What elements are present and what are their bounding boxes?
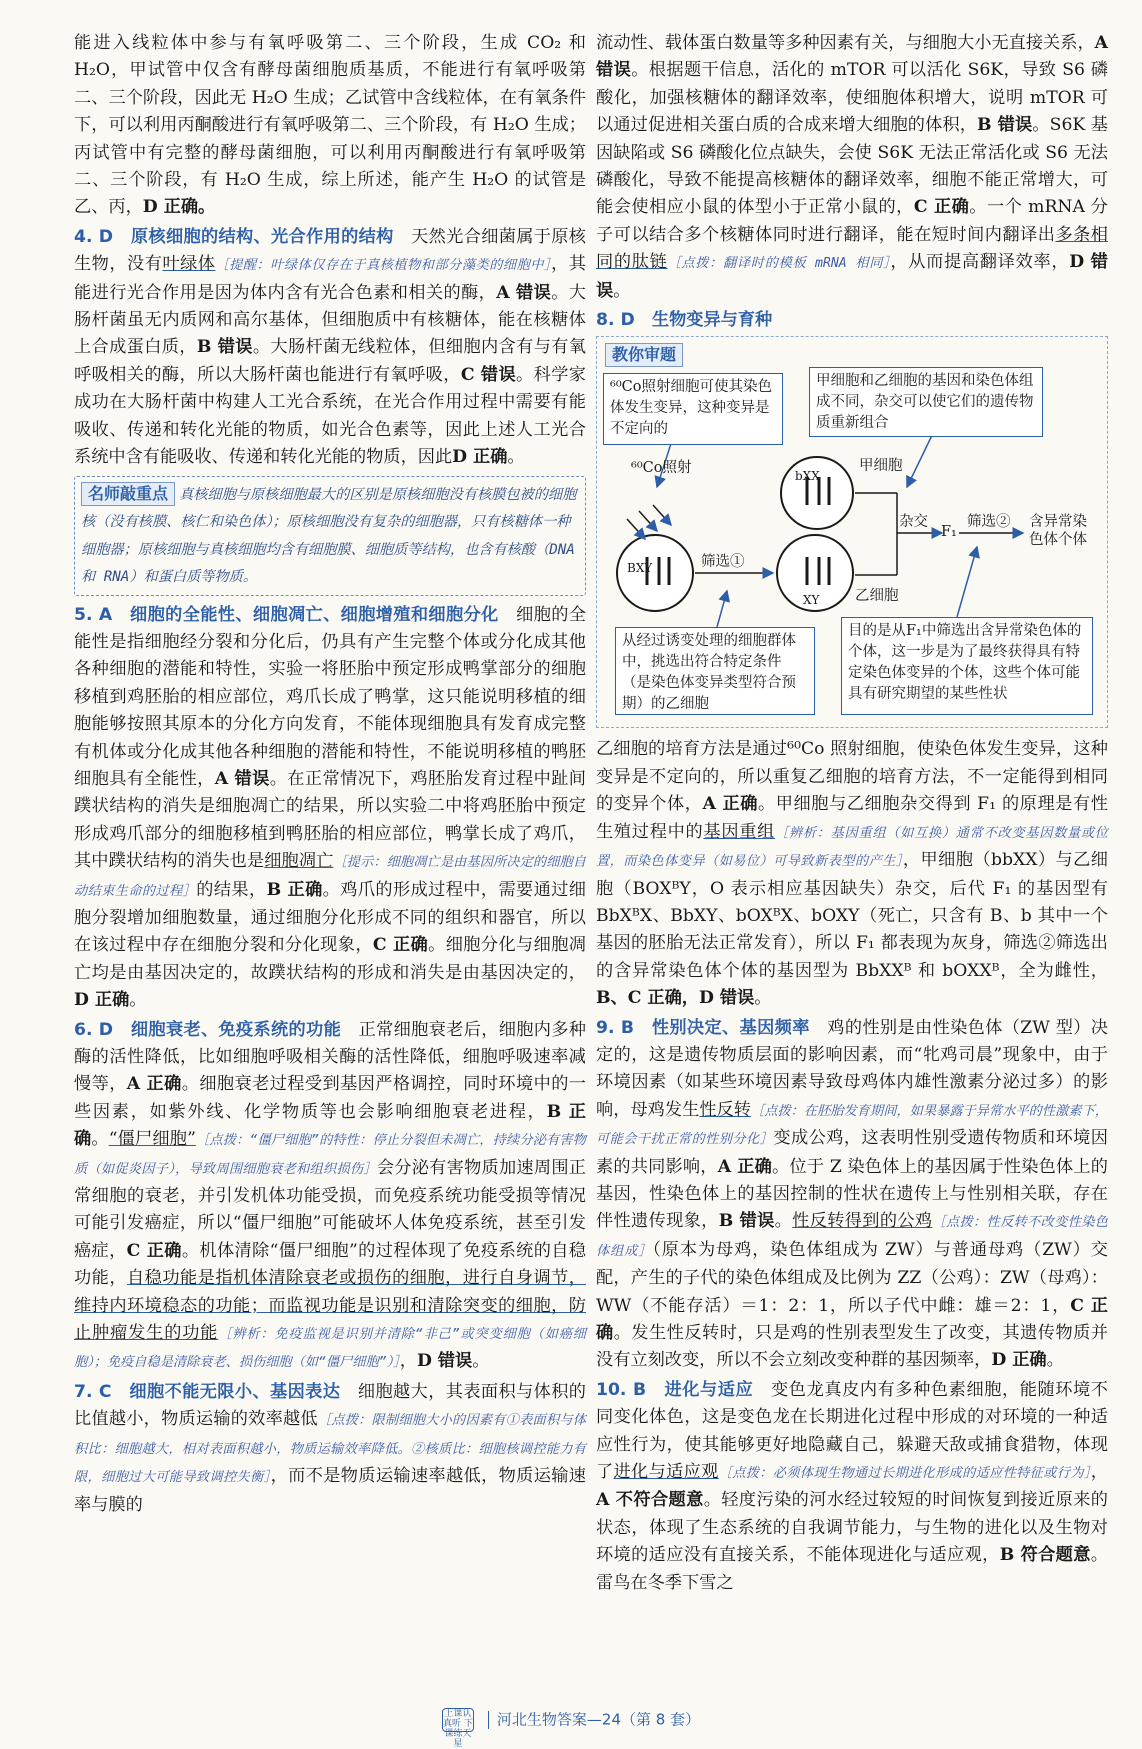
question-7: 7. C 细胞不能无限小、基因表达 细胞越大，其表面积与体积的比值越小，物质运输的效率越低［点拨：限制细胞大小的因素有①表面积与体积比：细胞越大，相对表面积越小，物质运输效率降低。②核质比：细胞核调控能力有限，细胞过大可能导致调控失衡］，而不是物质运输速率越低，物质运输速率与膜的 [74, 1381, 586, 1515]
screen-2-label: 筛选② [967, 514, 1011, 531]
q5-heading: 5. A 细胞的全能性、细胞凋亡、细胞增殖和细胞分化 [74, 604, 499, 625]
question-5: 5. A 细胞的全能性、细胞凋亡、细胞增殖和细胞分化 细胞的全能性是指细胞经分裂和分化后，仍具有产生完整个体或分化成其他各种细胞的潜能和特性，实验一将胚胎中预定形成鸭掌部分的细胞移植到鸡胚胎的相应部位，鸡爪长成了鸭掌，这只能说明移植的细胞能够按照其原本的分化方向发育，不能体现细胞具有发育成完整有机体或分化成其他各种细胞的潜能和特性，不能说明移植的鸭胚细胞具有全能性，A 错误。在正常情况下，鸡胚胎发育过程中趾间蹼状结构的消失是细胞凋亡的结果，所以实验二中将鸡胚胎中预定形成鸡爪部分的细胞移植到鸭胚胎的相应部位，鸭掌长成了鸡爪，其中蹼状结构的消失也是细胞凋亡［提示：细胞凋亡是由基因所决定的细胞自动结束生命的过程］的结果，B 正确。鸡爪的形成过程中，需要通过细胞分裂增加细胞数量，通过细胞分化形成不同的组织和器官，所以在该过程中存在细胞分裂和分化现象，C 正确。细胞分化与细胞凋亡均是由基因决定的，故蹼状结构的形成和消失是由基因决定的，D 正确。 [74, 604, 586, 1011]
cell-yi-genotype: XY [803, 593, 820, 608]
breeding-diagram [596, 336, 1108, 728]
question-10: 10. B 进化与适应 变色龙真皮内有多种色素细胞，能随环境不同变化体色，这是变色龙在长期进化过程中形成的对环境的一种适应性行为，使其能够更好地隐藏自己，躲避天敌或捕食猎物，体现了进化与适应观［点拨：必须体现生物通过长期进化形成的适应性特征或行为］，A 不符合题意。轻度污染的河水经过较短的时间恢复到接近原来的状态，体现了生态系统的自我调节能力，与生物的进化以及生物对环境的适应没有直接关系，不能体现进化与适应观，B 符合题意。雷鸟在冬季下雪之 [596, 1379, 1108, 1593]
q10-heading: 10. B 进化与适应 [596, 1379, 754, 1400]
result-label: 含异常染色体个体 [1029, 514, 1087, 549]
label-yi-cell: 乙细胞 [855, 588, 899, 605]
question-6: 6. D 细胞衰老、免疫系统的功能 正常细胞衰老后，细胞内多种酶的活性降低，比如细胞呼吸相关酶的活性降低，细胞呼吸速率减慢等，A 正确。细胞衰老过程受到基因严格调控，同时环境中的一些因素，如紫外线、化学物质等也会影响细胞衰老进程，B 正确。“僵尸细胞”［点拨：“僵尸细胞”的特性：停止分裂但未凋亡，持续分泌有害物质（如促炎因子），导致周围细胞衰老和组织损伤］会分泌有害物质加速周围正常细胞的衰老，并引发机体功能受损，而免疫系统功能受损等情况可能引发癌症，所以“僵尸细胞”可能破坏人体免疫系统，甚至引发癌症，C 正确。机体清除“僵尸细胞”的过程体现了免疫系统的自稳功能，自稳功能是指机体清除衰老或损伤的细胞，进行自身调节，维持内环境稳态的功能；而监视功能是识别和清除突变的细胞，防止肿瘤发生的功能［辨析：免疫监视是识别并清除“非己”或突变细胞（如癌细胞）；免疫自稳是清除衰老、损伤细胞（如“僵尸细胞”）］，D 错误。 [74, 1019, 586, 1372]
question-4: 4. D 原核细胞的结构、光合作用的结构 天然光合细菌属于原核生物，没有叶绿体［提醒：叶绿体仅存在于真核植物和部分藻类的细胞中］，其能进行光合作用是因为体内含有光合色素和相关的酶，A 错误。大肠杆菌虽无内质网和高尔基体，但细胞质中有核糖体，能在核糖体上合成蛋白质，B 错误。大肠杆菌无线粒体，但细胞内含有与有氧呼吸相关的酶，所以大肠杆菌也能进行有氧呼吸，C 错误。科学家成功在大肠杆菌中构建人工光合系统，在光合作用过程中需要有能吸收、传递和转化光能的物质，如光合色素等，因此上述人工光合系统中含有能吸收、传递和转化光能的物质，因此D 正确。 [74, 226, 586, 468]
tip-text: 真核细胞与原核细胞最大的区别是原核细胞没有核膜包被的细胞核（没有核膜、核仁和染色体）；原核细胞没有复杂的细胞器，只有核糖体一种细胞器；原核细胞与真核细胞均含有细胞膜、细胞质等结构，也含有核酸（DNA 和 RNA）和蛋白质等物质。 [81, 486, 577, 585]
q7-continued: 流动性、载体蛋白数量等多种因素有关，与细胞大小无直接关系，A 错误。根据题干信息，活化的 mTOR 可以活化 S6K，导致 S6 磷酸化，加强核糖体的翻译效率，使细胞体积增大，说明 mTOR 可以通过促进相关蛋白质的合成来增大细胞的体积，B 错误。S6K 基因缺陷或 S6 磷酸化位点缺失，会使 S6K 无法正常活化或 S6 无法磷酸化，导致不能提高核糖体的翻译效率，细胞不能正常增大，可能会使相应小鼠的体型小于正常小鼠的，C 正确。一个 mRNA 分子可以结合多个核糖体同时进行翻译，能在短时间内翻译出多条相同的肽链［点拨：翻译时的模板 mRNA 相同］，从而提高翻译效率，D 错误。 [596, 33, 1108, 301]
page-number: 河北生物答案—24（第 8 套） [496, 1710, 701, 1729]
screen-1-label: 筛选① [701, 554, 745, 571]
note-box-3: 从经过诱变处理的细胞群体中，挑选出符合特定条件（是染色体变异类型符合预期）的乙细胞 [615, 627, 815, 715]
q9-heading: 9. B 性别决定、基因频率 [596, 1017, 810, 1038]
tip-box [74, 476, 586, 596]
right-column [596, 30, 1108, 1597]
q6-heading: 6. D 细胞衰老、免疫系统的功能 [74, 1019, 342, 1040]
tip-label: 名师敲重点 [81, 482, 175, 506]
f1-label: F₁ [941, 524, 957, 541]
note-box-1: ⁶⁰Co照射细胞可使其染色体发生变异，这种变异是不定向的 [603, 373, 783, 445]
cobalt-label: ⁶⁰Co照射 [631, 460, 692, 477]
note-box-4: 目的是从F₁中筛选出含异常染色体的个体，这一步是为了最终获得具有特定染色体变异的个体，这些个体可能具有研究期望的某些性状 [841, 617, 1093, 715]
q3-tail: 能进入线粒体中参与有氧呼吸第二、三个阶段，生成 CO₂ 和 H₂O，甲试管中仅含有酵母菌细胞质基质，不能进行有氧呼吸第二、三个阶段，因此无 H₂O 生成；乙试管中含线粒体，在有氧条件下，可以利用丙酮酸进行有氧呼吸第二、三个阶段，有 H₂O 生成；丙试管中有完整的酵母菌细胞，可以利用丙酮酸进行有氧呼吸第二、三个阶段，有 H₂O 生成，综上所述，能产生 H₂O 的试管是乙、丙，D 正确。 [74, 33, 586, 218]
q8-heading: 8. D 生物变异与育种 [596, 310, 773, 331]
publisher-logo: 上课认真听 下课练天星 [442, 1709, 473, 1749]
cell-mutant-genotype: BXY [627, 561, 653, 576]
diagram-label: 教你审题 [605, 343, 683, 367]
left-column [74, 30, 586, 1519]
q8-heading-line [596, 307, 1108, 334]
note-box-2: 甲细胞和乙细胞的基因和染色体组成不同，杂交可以使它们的遗传物质重新组合 [809, 367, 1043, 437]
question-8-text: 乙细胞的培育方法是通过⁶⁰Co 照射细胞，使染色体发生变异，这种变异是不定向的，所以重复乙细胞的培育方法，不一定能得到相同的变异个体，A 正确。甲细胞与乙细胞杂交得到 F₁ 的原理是有性生殖过程中的基因重组［辨析：基因重组（如互换）通常不改变基因数量或位置，而染色体变异（如易位）可导致新表型的产生］，甲细胞（bbXX）与乙细胞（BOXᴮY，O 表示相应基因缺失）杂交，后代 F₁ 的基因型有 BbXᴮX、BbXY、bOXᴮX、bOXY（死亡，只含有 B、b 其中一个基因的胚胎无法正常发育），所以 F₁ 都表现为灰身，筛选②筛选出的含异常染色体个体的基因型为 BbXXᴮ 和 bOXXᴮ，全为雌性，B、C 正确，D 错误。 [596, 739, 1108, 1009]
q7-heading: 7. C 细胞不能无限小、基因表达 [74, 1381, 341, 1402]
label-jia-cell: 甲细胞 [859, 458, 903, 475]
q4-heading: 4. D 原核细胞的结构、光合作用的结构 [74, 226, 394, 247]
page-footer [0, 1708, 1142, 1749]
question-9: 9. B 性别决定、基因频率 鸡的性别是由性染色体（ZW 型）决定的，这是遗传物质层面的影响因素，而“牝鸡司晨”现象中，由于环境因素（如某些环境因素导致母鸡体内雄性激素分泌过多）的影响，母鸡发生性反转［点拨：在胚胎发育期间，如果暴露于异常水平的性激素下，可能会干扰正常的性别分化］变成公鸡，这表明性别受遗传物质和环境因素的共同影响，A 正确。位于 Z 染色体上的基因属于性染色体上的基因，性染色体上的基因控制的性状在遗传上与性别相关联，存在伴性遗传现象，B 错误。性反转得到的公鸡［点拨：性反转不改变性染色体组成］（原本为母鸡，染色体组成为 ZW）与普通母鸡（ZW）交配，产生的子代的染色体组成及比例为 ZZ（公鸡）：ZW（母鸡）：WW（不能存活）＝1：2：1，所以子代中雌：雄＝2：1，C 正确。发生性反转时，只是鸡的性别表型发生了改变，其遗传物质并没有立刻改变，所以不会立刻改变种群的基因频率，D 正确。 [596, 1017, 1109, 1371]
cell-jia-genotype: bXX [795, 469, 820, 484]
cross-label: 杂交 [899, 514, 928, 531]
